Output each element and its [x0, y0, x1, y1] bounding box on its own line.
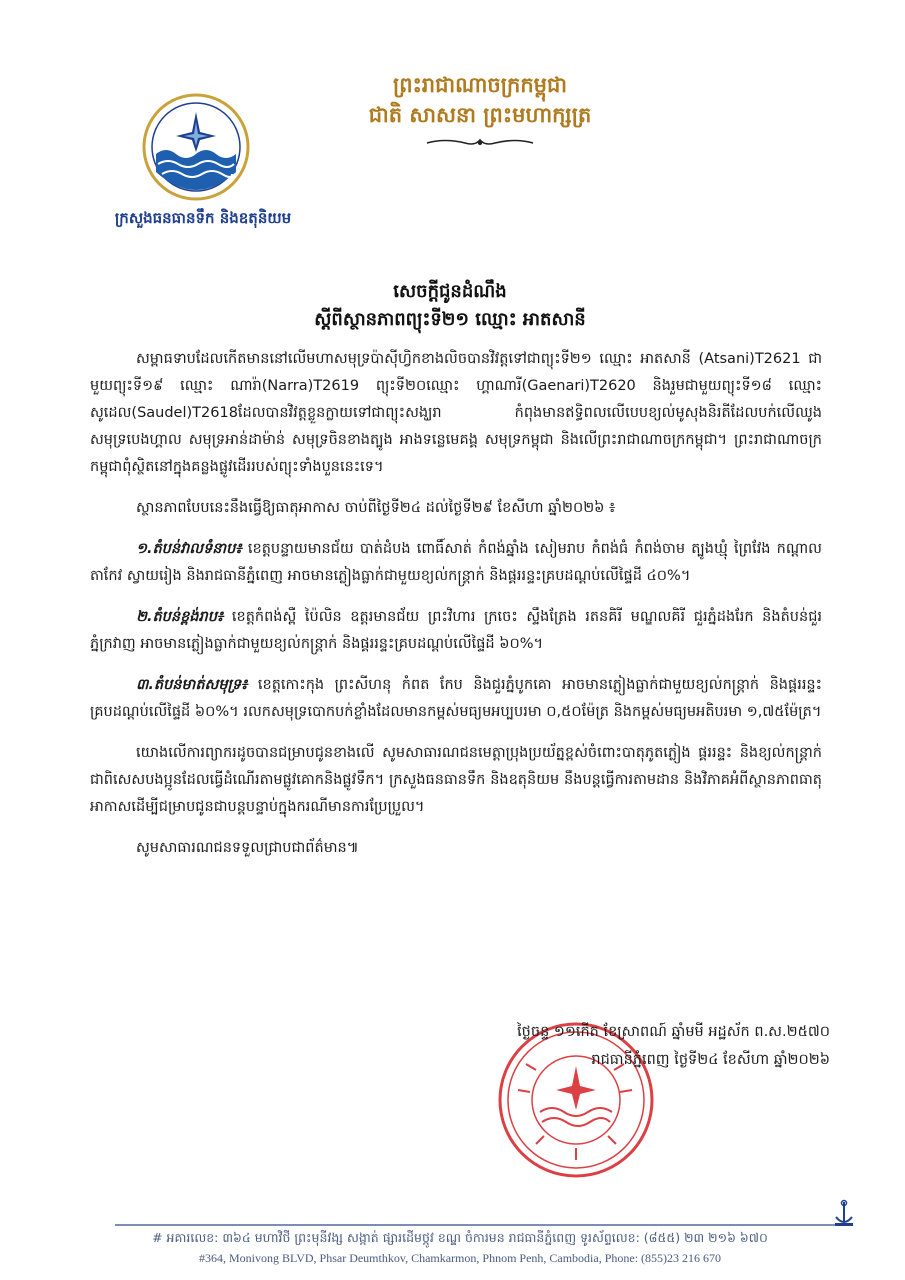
- ministry-logo-icon: [132, 92, 260, 202]
- solar-date: រាជធានីភ្នំពេញ ថ្ងៃទី២៤ ខែសីហា ឆ្នាំ២០២៦: [591, 1052, 830, 1068]
- region-heading: ៣.តំបន់មាត់សមុទ្រ៖: [136, 677, 248, 693]
- footer-divider: [115, 1224, 835, 1226]
- region-paragraph: [90, 672, 822, 726]
- kingdom-header: [330, 70, 630, 150]
- notice-body: [90, 346, 822, 876]
- date-block: [430, 1018, 830, 1074]
- ministry-name: ក្រសួងធនធានទឹក និងឧតុនិយម: [114, 209, 292, 227]
- region-heading: ២.តំបន់ខ្ពង់រាប៖: [136, 609, 224, 625]
- lunar-date: ថ្ងៃចន្ទ ១១កើត ខែស្រាពណ៍ ឆ្នាំមមី អដ្ឋស័ក ព.ស.២៥៧០: [517, 1024, 830, 1040]
- region-text: ខេត្តកោះកុង ព្រះសីហនុ កំពត កែប និងជួរភ្នំបូកគោ អាចមានភ្លៀងធ្លាក់ជាមួយខ្យល់កន្ត្រាក់ និងផ្គររន្ទះគ្របដណ្តប់លើផ្ទៃដី ៦០%។ រលកសមុទ្របោកបក់ខ្លាំងដែលមានកម្ពស់មធ្យមអប្បបរមា ០,៥០ម៉ែត្រ និងកម្ពស់មធ្យមអតិបរមា ១,៧៥ម៉ែត្រ។: [90, 677, 822, 720]
- kingdom-title: ព្រះរាជាណាចក្រកម្ពុជា: [392, 72, 567, 97]
- footer-address-khmer: # អគារលេខ: ៣៦៤ មហាវិថី ព្រះមុនីវង្ស សង្កាត់ ផ្សារដើមថ្កូវ ខណ្ឌ ចំការមន រាជធានីភ្នំពេញ ទូរស័ព្ទលេខ: (៨៥៥) ២៣ ២១៦ ៦៧០: [152, 1230, 768, 1245]
- anchor-emblem-icon: [833, 1199, 855, 1227]
- region-paragraph: [90, 604, 822, 658]
- advice-paragraph: យោងលើការព្យាករដូចបានជម្រាបជូនខាងលើ សូមសាធារណជនមេត្តាប្រុងប្រយ័ត្នខ្ពស់ចំពោះបាតុភូតភ្លៀង ផ្គររន្ទះ និងខ្យល់កន្ត្រាក់ ជាពិសេសបងប្អូនដែលធ្វើដំណើរតាមផ្លូវគោកនិងផ្លូវទឹក។ ក្រសួងធនធានទឹក និងឧតុនិយម នឹងបន្តធ្វើការតាមដាន និងវិភាគអំពីស្ថានភាពធាតុអាកាសដើម្បីជម្រាបជូនជាបន្តបន្ទាប់ក្នុងករណីមានការប្រែប្រួល។: [90, 745, 822, 815]
- ornament-divider-icon: [425, 136, 535, 150]
- title-line-1: សេចក្តីជូនដំណឹង: [393, 281, 507, 302]
- closing-paragraph: សូមសាធារណជនទទួលជ្រាបជាព័ត៌មាន៕: [136, 840, 359, 856]
- footer-address-english: #364, Monivong BLVD, Phsar Deumthkov, Chamkarmon, Phnom Penh, Cambodia, Phone: (855)23 216 670: [198, 1251, 722, 1265]
- region-text: ខេត្តបន្ទាយមានជ័យ បាត់ដំបង ពោធិ៍សាត់ កំពង់ឆ្នាំង សៀមរាប កំពង់ធំ កំពង់ចាម ត្បូងឃ្មុំ ព្រៃវែង កណ្តាល តាកែវ ស្វាយរៀង និងរាជធានីភ្នំពេញ អាចមានភ្លៀងធ្លាក់ជាមួយខ្យល់កន្ត្រាក់ និងផ្គររន្ទះគ្របដណ្តប់លើផ្ទៃដី ៤០%។: [90, 541, 822, 584]
- region-paragraph: [90, 536, 822, 590]
- region-heading: ១.តំបន់វាលទំនាប៖: [136, 541, 242, 557]
- title-line-2: ស្តីពីស្ថានភាពព្យុះទី២១ ឈ្មោះ អាតសានី: [314, 309, 586, 330]
- region-text: ខេត្តកំពង់ស្ពឺ ប៉ៃលិន ឧត្តរមានជ័យ ព្រះវិហារ ក្រចេះ ស្ទឹងត្រែង រតនគិរី មណ្ឌលគិរី ជួរភ្នំដងរែក និងតំបន់ជួរភ្នំក្រវាញ អាចមានភ្លៀងធ្លាក់ជាមួយខ្យល់កន្ត្រាក់ និងផ្គររន្ទះគ្របដណ្តប់លើផ្ទៃដី ៦០%។: [90, 609, 822, 652]
- notice-title: [190, 278, 710, 334]
- period-paragraph: ស្ថានភាពបែបនេះនឹងធ្វើឱ្យធាតុអាកាស ចាប់ពីថ្ងៃទី២៤ ដល់ថ្ងៃទី២៩ ខែសីហា ឆ្នាំ២០២៦ ៖: [136, 500, 616, 516]
- intro-paragraph: សម្ពាធទាបដែលកើតមាននៅលើមហាសមុទ្រប៉ាស៊ីហ្វិកខាងលិចបានវិវត្តទៅជាព្យុះទី២១ ឈ្មោះ អាតសានី (Atsani)T2621 ជាមួយព្យុះទី១៩ ឈ្មោះ ណារ៉ា(Narra)T2619 ព្យុះទី២០ឈ្មោះ ហ្គាណារី(Gaenari)T2620 និងរួមជាមួយព្យុះទី១៨ ឈ្មោះ សូដេល(Saudel)T2618ដែលបានវិវត្តខ្លួនក្លាយទៅជាព្យុះសង្ឃរា កំពុងមានឥទ្ធិពលលើបេបខ្យល់មូសុងនិរតីដែលបក់លើឈូងសមុទ្របេងហ្គាល សមុទ្រអាន់ដាម៉ាន់ សមុទ្រចិនខាងត្បូង អាងទន្លេមេគង្គ សមុទ្រកម្ពុជា និងលើព្រះរាជាណាចក្រកម្ពុជា។ ព្រះរាជាណាចក្រកម្ពុជាពុំស្ថិតនៅក្នុងគន្លងផ្លូវដើររបស់ព្យុះទាំងបួននេះទេ។: [90, 351, 822, 475]
- national-motto: ជាតិ សាសនា ព្រះមហាក្សត្រ: [368, 102, 592, 127]
